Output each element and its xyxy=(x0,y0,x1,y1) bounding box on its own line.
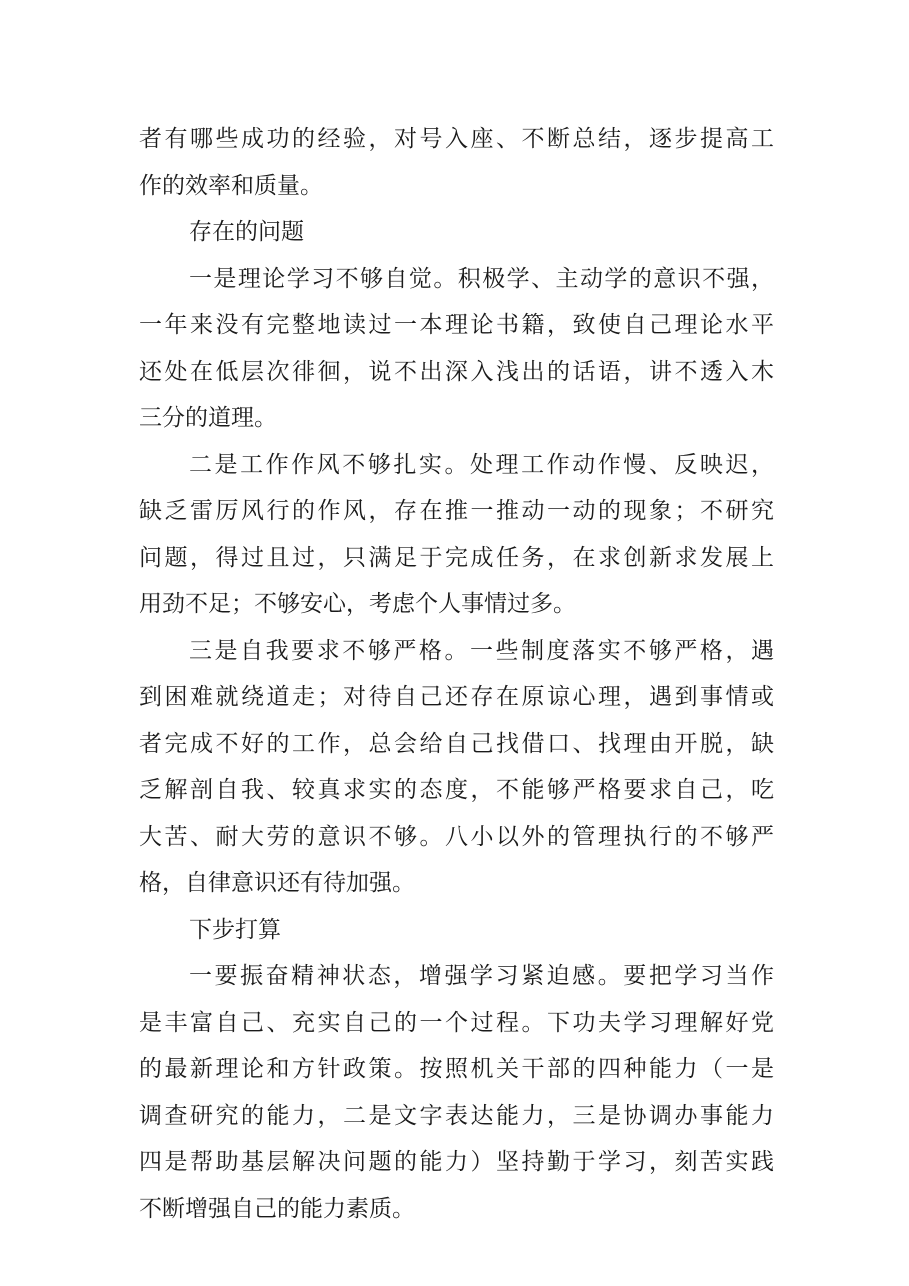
text-line: 三是自我要求不够严格。一些制度落实不够严格，遇 xyxy=(189,637,774,664)
document-body xyxy=(139,116,774,1232)
section-heading: 下步打算 xyxy=(189,916,281,943)
text-line: 一是理论学习不够自觉。积极学、主动学的意识不强， xyxy=(189,265,774,292)
text-line: 还处在低层次徘徊，说不出深入浅出的话语，讲不透入木 xyxy=(139,358,774,385)
text-line: 四是帮助基层解决问题的能力）坚持勤于学习，刻苦实践 xyxy=(139,1149,774,1175)
text-line: 者完成不好的工作，总会给自己找借口、找理由开脱，缺 xyxy=(139,730,774,757)
text-line: 者有哪些成功的经验，对号入座、不断总结，逐步提高工 xyxy=(139,126,774,152)
text-line: 问题，得过且过，只满足于完成任务，在求创新求发展上 xyxy=(139,544,774,571)
text-line: 不断增强自己的能力素质。 xyxy=(139,1195,415,1222)
text-line: 乏解剖自我、较真求实的态度，不能够严格要求自己，吃 xyxy=(139,777,774,803)
text-line: 一年来没有完整地读过一本理论书籍，致使自己理论水平 xyxy=(139,312,774,338)
text-line: 缺乏雷厉风行的作风，存在推一推动一动的现象；不研究 xyxy=(139,498,774,524)
text-line: 格，自律意识还有待加强。 xyxy=(139,870,415,896)
text-line: 的最新理论和方针政策。按照机关干部的四种能力（一是 xyxy=(139,1056,774,1082)
text-line: 调查研究的能力，二是文字表达能力，三是协调办事能力 xyxy=(139,1102,774,1129)
section-heading: 存在的问题 xyxy=(189,219,304,245)
text-line: 二是工作作风不够扎实。处理工作动作慢、反映迟， xyxy=(189,451,774,478)
text-line: 一要振奋精神状态，增强学习紧迫感。要把学习当作 xyxy=(189,963,774,989)
text-line: 作的效率和质量。 xyxy=(139,172,323,199)
text-line: 是丰富自己、充实自己的一个过程。下功夫学习理解好党 xyxy=(139,1009,774,1036)
text-line: 到困难就绕道走；对待自己还存在原谅心理，遇到事情或 xyxy=(139,684,774,710)
text-line: 大苦、耐大劳的意识不够。八小以外的管理执行的不够严 xyxy=(139,823,774,850)
text-line: 三分的道理。 xyxy=(139,405,277,431)
text-line: 用劲不足；不够安心，考虑个人事情过多。 xyxy=(139,591,576,617)
